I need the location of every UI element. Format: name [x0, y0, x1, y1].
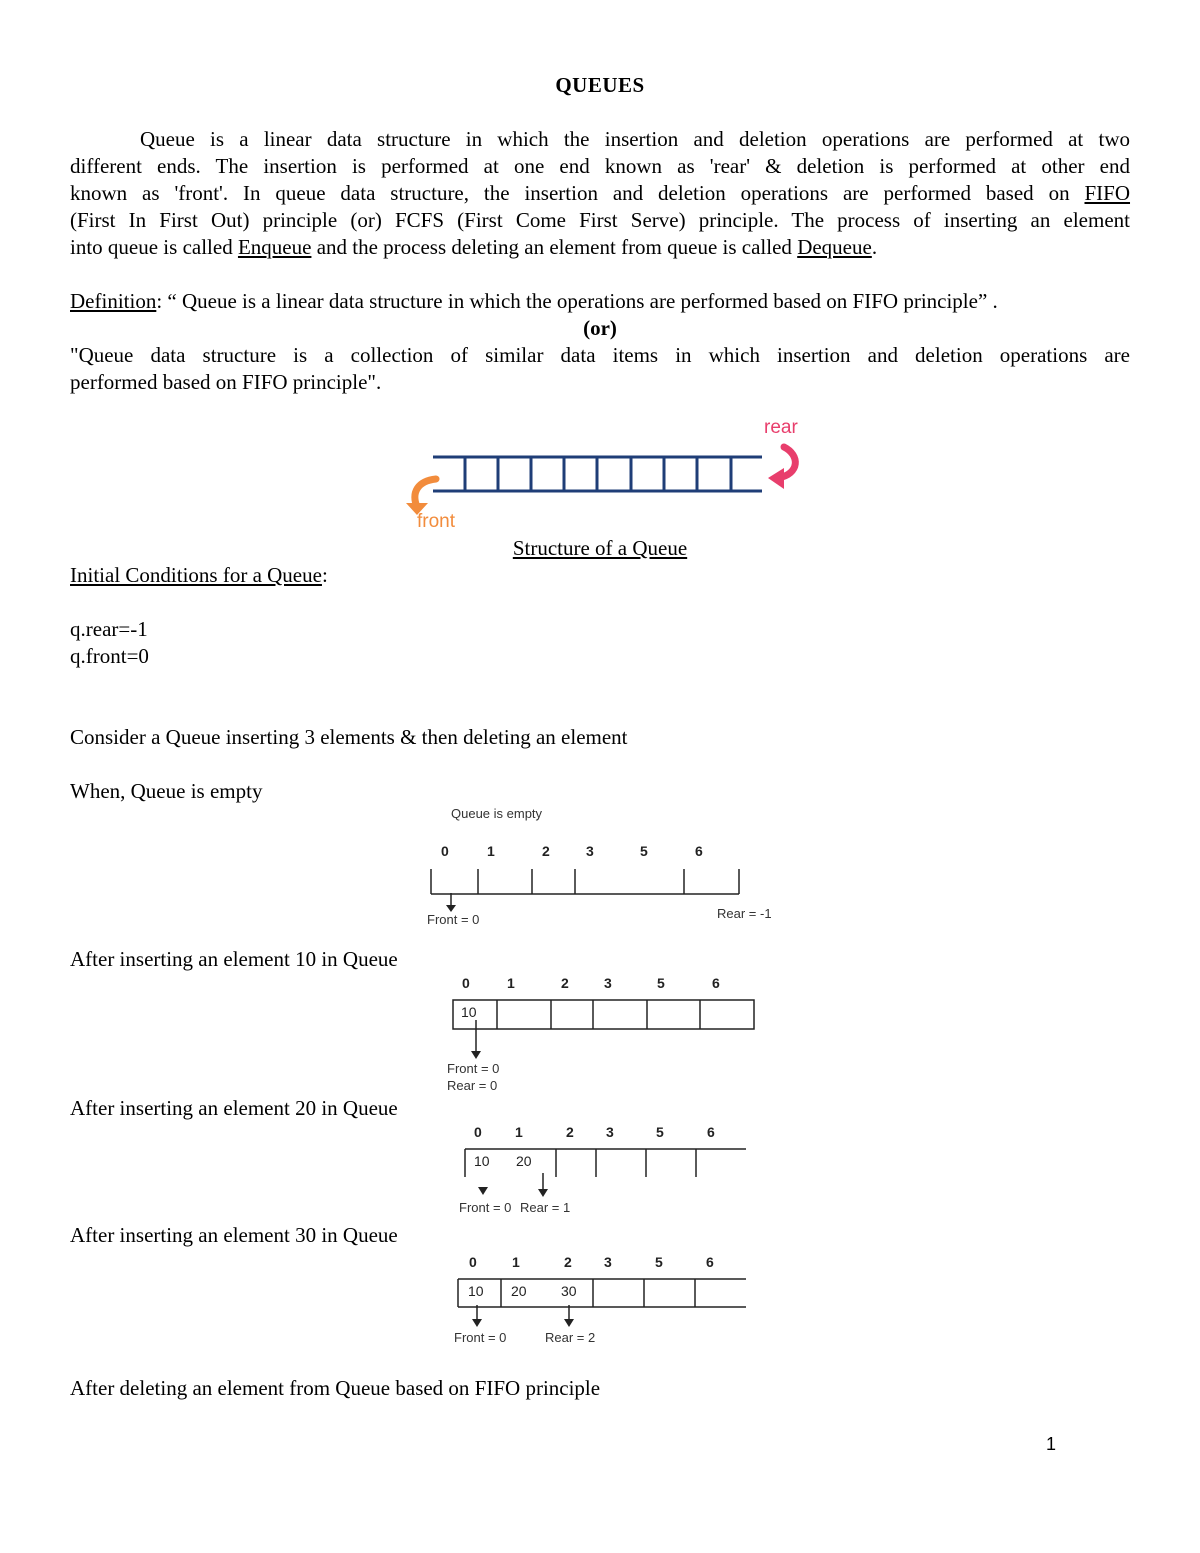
- initial-heading: Initial Conditions for a Queue: [70, 563, 322, 587]
- empty-front-label: Front = 0: [427, 912, 480, 927]
- initial-front: q.front=0: [70, 644, 149, 668]
- q10-index: 2: [561, 975, 569, 991]
- step-10-label: After inserting an element 10 in Queue: [70, 947, 398, 971]
- empty-index: 1: [487, 843, 495, 859]
- q30-front-arrow-icon: [472, 1319, 482, 1327]
- empty-index: 3: [586, 843, 594, 859]
- q30-index: 1: [512, 1254, 520, 1270]
- front-label: front: [417, 511, 456, 532]
- empty-index: 5: [640, 843, 648, 859]
- step-20-label: After inserting an element 20 in Queue: [70, 1096, 398, 1120]
- q30-cell: 20: [511, 1283, 527, 1299]
- intro-line-5-mid: and the process deleting an element from queue is called: [316, 235, 792, 259]
- consider-text: Consider a Queue inserting 3 elements & then deleting an element: [70, 725, 628, 749]
- structure-caption: Structure of a Queue: [512, 536, 688, 560]
- q20-index: 3: [606, 1124, 614, 1140]
- q30-front-label: Front = 0: [454, 1330, 507, 1345]
- empty-index: 0: [441, 843, 449, 859]
- q20-index: 2: [566, 1124, 574, 1140]
- q20-index: 0: [474, 1124, 482, 1140]
- page-number: 1: [1046, 1434, 1057, 1454]
- empty-fig-title: Queue is empty: [451, 806, 543, 821]
- step-30-label: After inserting an element 30 in Queue: [70, 1223, 398, 1247]
- intro-line-5-text: into queue is called: [70, 235, 233, 259]
- initial-heading-colon: :: [321, 563, 328, 587]
- q20-index: 6: [707, 1124, 715, 1140]
- q30-rear-arrow-icon: [564, 1319, 574, 1327]
- q10-cell: 10: [461, 1004, 477, 1020]
- q20-rear-label: Rear = 1: [520, 1200, 571, 1215]
- definition-alt-line-1: "Queue data structure is a collection of similar data items in which insertion and deletion operations are: [70, 343, 1130, 367]
- definition-alt-line-2: performed based on FIFO principle".: [70, 370, 382, 394]
- q10-index: 0: [462, 975, 470, 991]
- definition-or: (or): [583, 316, 617, 340]
- q10-index: 1: [507, 975, 515, 991]
- fifo-term: FIFO: [1084, 181, 1131, 205]
- q10-rear-label: Rear = 0: [447, 1078, 498, 1093]
- step-empty-label: When, Queue is empty: [70, 779, 263, 803]
- q30-cell: 10: [468, 1283, 484, 1299]
- q20-index: 5: [656, 1124, 664, 1140]
- q20-cell: 20: [516, 1153, 532, 1169]
- rear-label: rear: [764, 417, 798, 438]
- q30-cell: 30: [561, 1283, 577, 1299]
- q20-index: 1: [515, 1124, 523, 1140]
- empty-rear-label: Rear = -1: [717, 906, 772, 921]
- q20-front-label: Front = 0: [459, 1200, 512, 1215]
- empty-index: 2: [542, 843, 550, 859]
- definition-label: Definition: [70, 289, 157, 313]
- intro-line-2: different ends. The insertion is performed at one end known as 'rear' & deletion is performed at other end: [70, 154, 1130, 178]
- intro-line-3-text: known as 'front'. In queue data structure, the insertion and deletion operations are performed based on: [70, 181, 1070, 205]
- q30-index: 5: [655, 1254, 663, 1270]
- page-title: QUEUES: [555, 73, 645, 97]
- q10-index: 5: [657, 975, 665, 991]
- q20-cell: 10: [474, 1153, 490, 1169]
- q10-index: 6: [712, 975, 720, 991]
- q30-rear-label: Rear = 2: [545, 1330, 596, 1345]
- empty-index: 6: [695, 843, 703, 859]
- q30-index: 2: [564, 1254, 572, 1270]
- dequeue-term: Dequeue: [797, 235, 872, 259]
- step-delete-label: After deleting an element from Queue based on FIFO principle: [70, 1376, 601, 1400]
- q30-index: 0: [469, 1254, 477, 1270]
- intro-line-5-end: .: [871, 235, 878, 259]
- q10-index: 3: [604, 975, 612, 991]
- q30-index: 3: [604, 1254, 612, 1270]
- intro-line-4: (First In First Out) principle (or) FCFS (First Come First Serve) principle. The process of inserting an element: [70, 208, 1130, 232]
- q30-index: 6: [706, 1254, 714, 1270]
- enqueue-term: Enqueue: [237, 235, 312, 259]
- definition-text: : “ Queue is a linear data structure in which the operations are performed based on FIFO principle” .: [156, 289, 998, 313]
- initial-rear: q.rear=-1: [70, 617, 148, 641]
- q10-front-label: Front = 0: [447, 1061, 500, 1076]
- intro-line-1: Queue is a linear data structure in which the insertion and deletion operations are performed at two: [140, 127, 1130, 151]
